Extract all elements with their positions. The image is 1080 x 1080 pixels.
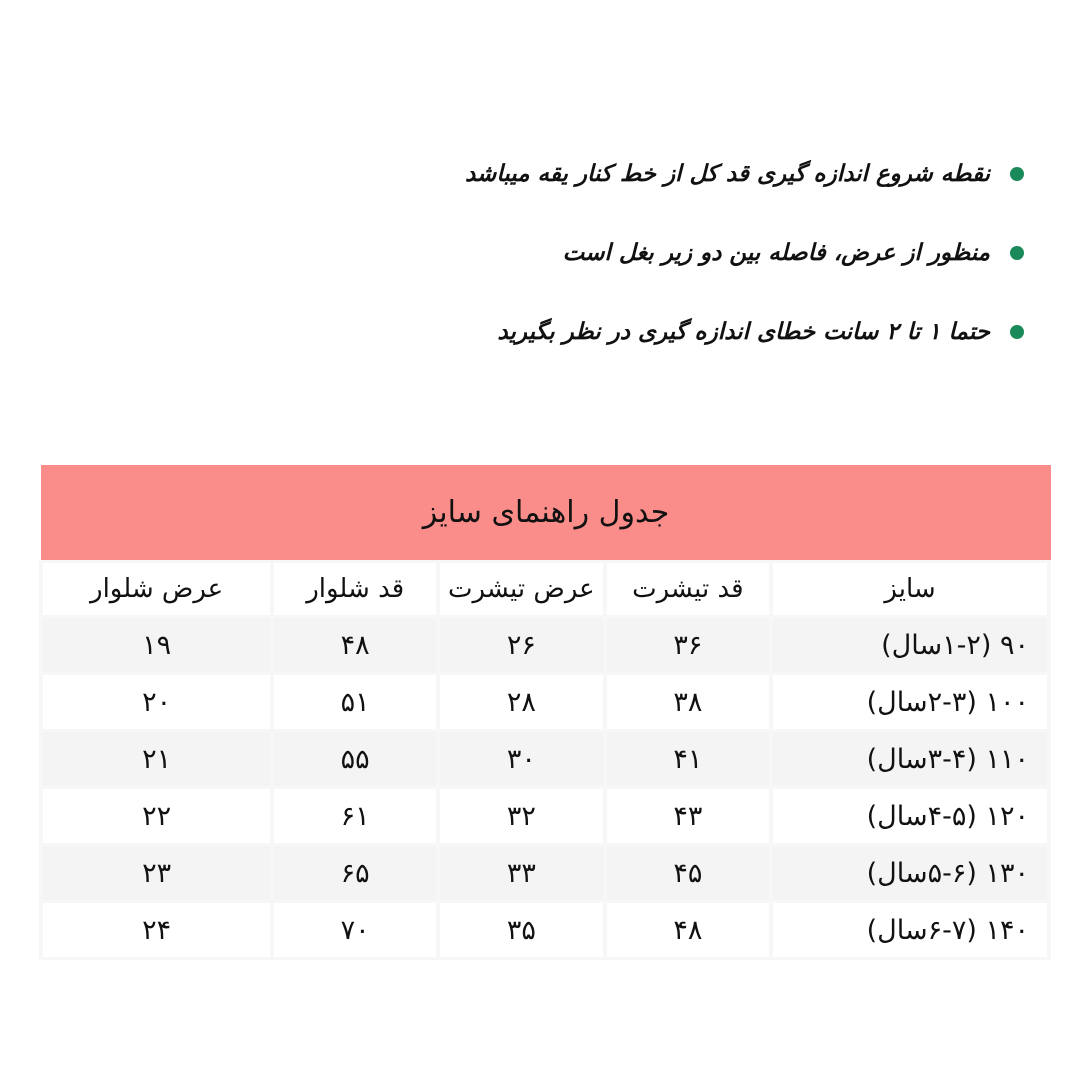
cell-tshirt-width: ۳۵ xyxy=(440,903,602,957)
cell-size: ۱۰۰ (۲-۳سال) xyxy=(773,675,1047,729)
table-row xyxy=(43,903,1047,957)
table-header-row xyxy=(43,563,1047,615)
note-text: نقطه شروع اندازه گیری قد کل از خط کنار یقه میباشد xyxy=(464,161,990,187)
cell-pants-width: ۲۳ xyxy=(43,846,270,900)
cell-pants-width: ۲۱ xyxy=(43,732,270,786)
header-size: سایز xyxy=(773,563,1047,615)
cell-tshirt-length: ۴۱ xyxy=(607,732,769,786)
table-row xyxy=(43,732,1047,786)
cell-tshirt-length: ۴۸ xyxy=(607,903,769,957)
cell-size: ۱۴۰ (۶-۷سال) xyxy=(773,903,1047,957)
cell-size: ۱۲۰ (۴-۵سال) xyxy=(773,789,1047,843)
cell-pants-length: ۵۱ xyxy=(274,675,436,729)
cell-tshirt-width: ۳۲ xyxy=(440,789,602,843)
cell-size: ۱۳۰ (۵-۶سال) xyxy=(773,846,1047,900)
cell-tshirt-width: ۲۸ xyxy=(440,675,602,729)
table-title: جدول راهنمای سایز xyxy=(41,465,1051,560)
bullet-icon xyxy=(1010,246,1024,260)
note-text: حتما ۱ تا ۲ سانت خطای اندازه گیری در نظر بگیرید xyxy=(497,319,990,345)
cell-tshirt-width: ۲۶ xyxy=(440,618,602,672)
cell-pants-width: ۱۹ xyxy=(43,618,270,672)
cell-size: ۹۰ (۱-۲سال) xyxy=(773,618,1047,672)
cell-tshirt-length: ۴۳ xyxy=(607,789,769,843)
cell-pants-length: ۴۸ xyxy=(274,618,436,672)
note-item xyxy=(324,227,1024,279)
cell-tshirt-width: ۳۳ xyxy=(440,846,602,900)
cell-tshirt-length: ۴۵ xyxy=(607,846,769,900)
size-guide-table xyxy=(41,465,1051,960)
header-pants-length: قد شلوار xyxy=(274,563,436,615)
cell-pants-length: ۷۰ xyxy=(274,903,436,957)
cell-size: ۱۱۰ (۳-۴سال) xyxy=(773,732,1047,786)
cell-pants-width: ۲۰ xyxy=(43,675,270,729)
cell-pants-width: ۲۲ xyxy=(43,789,270,843)
cell-pants-width: ۲۴ xyxy=(43,903,270,957)
bullet-icon xyxy=(1010,325,1024,339)
note-item xyxy=(324,148,1024,200)
measurement-notes xyxy=(324,148,1024,385)
bullet-icon xyxy=(1010,167,1024,181)
cell-tshirt-width: ۳۰ xyxy=(440,732,602,786)
header-tshirt-length: قد تیشرت xyxy=(607,563,769,615)
cell-pants-length: ۵۵ xyxy=(274,732,436,786)
header-pants-width: عرض شلوار xyxy=(43,563,270,615)
cell-pants-length: ۶۱ xyxy=(274,789,436,843)
table-row xyxy=(43,846,1047,900)
table-row xyxy=(43,675,1047,729)
table-row xyxy=(43,618,1047,672)
table-row xyxy=(43,789,1047,843)
header-tshirt-width: عرض تیشرت xyxy=(440,563,602,615)
note-text: منظور از عرض، فاصله بین دو زیر بغل است xyxy=(562,240,990,266)
cell-tshirt-length: ۳۸ xyxy=(607,675,769,729)
cell-pants-length: ۶۵ xyxy=(274,846,436,900)
note-item xyxy=(324,306,1024,358)
cell-tshirt-length: ۳۶ xyxy=(607,618,769,672)
size-table-grid xyxy=(39,560,1051,960)
